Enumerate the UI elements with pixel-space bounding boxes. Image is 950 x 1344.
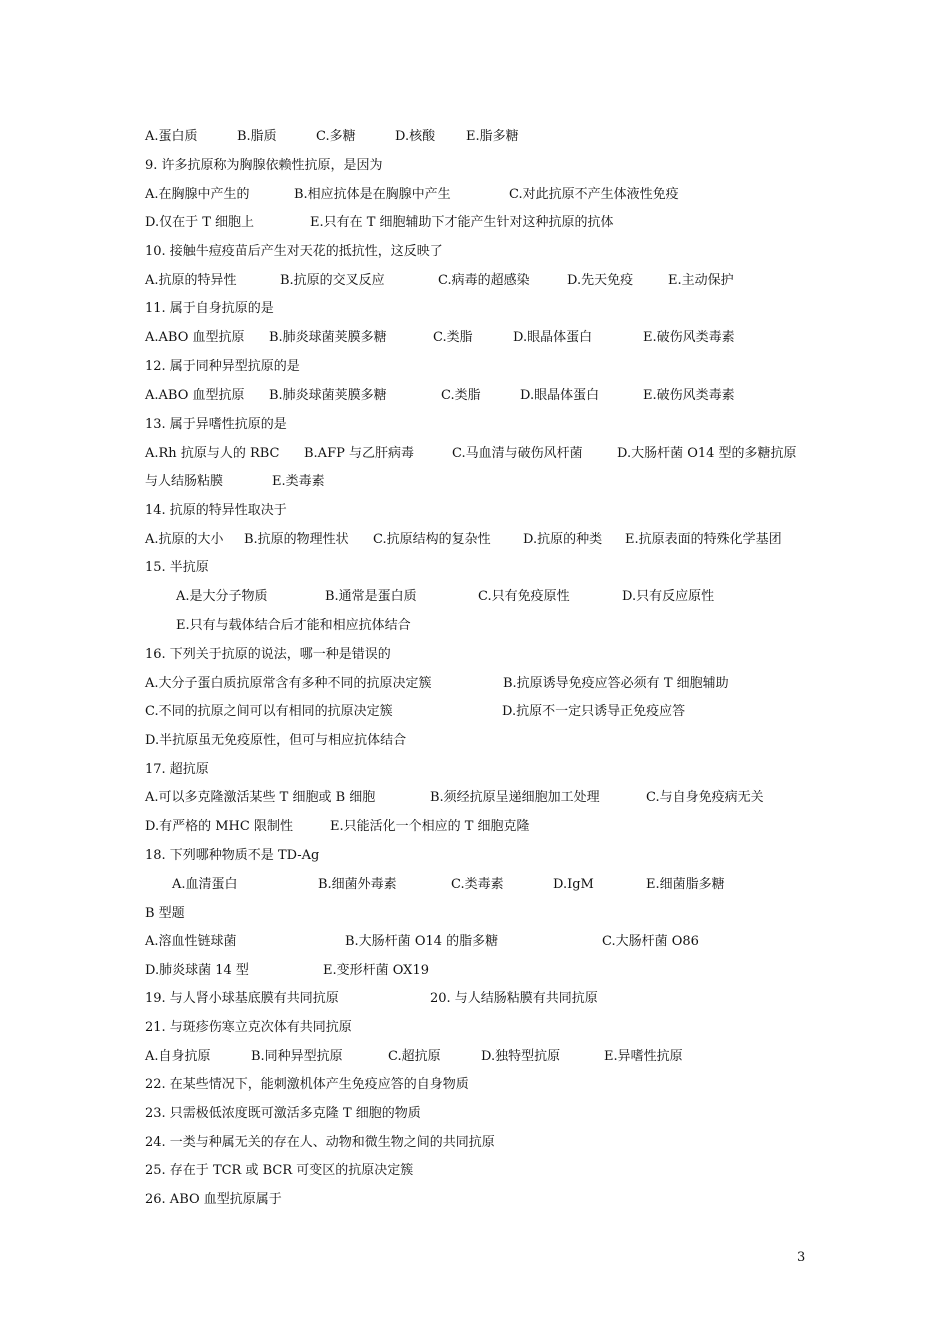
answer-option: C.类脂: [441, 388, 481, 403]
answer-option: E.细菌脂多糖: [646, 877, 725, 892]
answer-option: D.抗原的种类: [523, 532, 603, 547]
question-text: 12. 属于同种异型抗原的是: [145, 359, 300, 374]
answer-option: A.自身抗原: [145, 1049, 211, 1064]
answer-option: C.类毒素: [451, 877, 504, 892]
answer-option: B.脂质: [237, 129, 277, 144]
answer-option: D.半抗原虽无免疫原性，但可与相应抗体结合: [145, 733, 407, 748]
answer-option: D.先天免疫: [567, 273, 634, 288]
answer-option: E.脂多糖: [466, 129, 519, 144]
answer-option: A.血清蛋白: [172, 877, 238, 892]
answer-option: D.仅在于 T 细胞上: [145, 215, 255, 230]
answer-option: D.眼晶体蛋白: [513, 330, 593, 345]
answer-option: C.多糖: [316, 129, 356, 144]
answer-option: A.抗原的大小: [145, 532, 224, 547]
question-text: 15. 半抗原: [145, 560, 209, 575]
answer-option: A.在胸腺中产生的: [145, 187, 250, 202]
answer-option: E.只有与载体结合后才能和相应抗体结合: [176, 618, 411, 633]
answer-option: D.核酸: [395, 129, 436, 144]
answer-option: 19. 与人肾小球基底膜有共同抗原: [145, 991, 339, 1006]
answer-option: B.通常是蛋白质: [325, 589, 417, 604]
answer-option: C.对此抗原不产生体液性免疫: [509, 187, 679, 202]
answer-option: A.抗原的特异性: [145, 273, 237, 288]
question-text: 21. 与斑疹伤寒立克次体有共同抗原: [145, 1020, 352, 1035]
question-text: 16. 下列关于抗原的说法，哪一种是错误的: [145, 647, 391, 662]
answer-option: 20. 与人结肠粘膜有共同抗原: [430, 991, 598, 1006]
answer-option: 与人结肠粘膜: [145, 474, 224, 489]
answer-option: C.只有免疫原性: [478, 589, 570, 604]
answer-option: B.须经抗原呈递细胞加工处理: [430, 790, 600, 805]
answer-option: A.可以多克隆激活某些 T 细胞或 B 细胞: [145, 790, 376, 805]
answer-option: B.同种异型抗原: [251, 1049, 343, 1064]
question-text: 22. 在某些情况下，能刺激机体产生免疫应答的自身物质: [145, 1077, 469, 1092]
answer-option: E.只能活化一个相应的 T 细胞克隆: [330, 819, 530, 834]
answer-option: A.溶血性链球菌: [145, 934, 237, 949]
question-text: 9. 许多抗原称为胸腺依赖性抗原，是因为: [145, 158, 383, 173]
answer-option: B.AFP 与乙肝病毒: [304, 446, 414, 461]
answer-option: C.抗原结构的复杂性: [373, 532, 491, 547]
answer-option: A.Rh 抗原与人的 RBC: [145, 446, 280, 461]
question-text: 18. 下列哪种物质不是 TD-Ag: [145, 848, 320, 863]
answer-option: A.大分子蛋白质抗原常含有多种不同的抗原决定簇: [145, 676, 432, 691]
answer-option: C.不同的抗原之间可以有相同的抗原决定簇: [145, 704, 393, 719]
answer-option: E.破伤风类毒素: [643, 388, 735, 403]
answer-option: C.与自身免疫病无关: [646, 790, 764, 805]
answer-option: D.独特型抗原: [481, 1049, 561, 1064]
answer-option: A.蛋白质: [145, 129, 198, 144]
answer-option: B.抗原的物理性状: [244, 532, 349, 547]
answer-option: B.肺炎球菌荚膜多糖: [269, 330, 387, 345]
question-text: 23. 只需极低浓度既可激活多克隆 T 细胞的物质: [145, 1106, 421, 1121]
answer-option: E.只有在 T 细胞辅助下才能产生针对这种抗原的抗体: [310, 215, 614, 230]
answer-option: E.破伤风类毒素: [643, 330, 735, 345]
answer-option: A.ABO 血型抗原: [145, 388, 245, 403]
answer-option: E.抗原表面的特殊化学基团: [625, 532, 782, 547]
answer-option: D.肺炎球菌 14 型: [145, 963, 249, 978]
answer-option: B.抗原诱导免疫应答必须有 T 细胞辅助: [503, 676, 729, 691]
answer-option: C.病毒的超感染: [438, 273, 530, 288]
answer-option: C.马血清与破伤风杆菌: [452, 446, 583, 461]
question-text: 11. 属于自身抗原的是: [145, 301, 274, 316]
question-text: 14. 抗原的特异性取决于: [145, 503, 287, 518]
question-text: 26. ABO 血型抗原属于: [145, 1192, 282, 1207]
answer-option: B.肺炎球菌荚膜多糖: [269, 388, 387, 403]
answer-option: D.只有反应原性: [622, 589, 715, 604]
answer-option: B.细菌外毒素: [318, 877, 397, 892]
answer-option: A.是大分子物质: [176, 589, 268, 604]
answer-option: E.异嗜性抗原: [604, 1049, 683, 1064]
question-text: 13. 属于异嗜性抗原的是: [145, 417, 287, 432]
answer-option: E.类毒素: [272, 474, 325, 489]
answer-option: D.眼晶体蛋白: [520, 388, 600, 403]
answer-option: E.变形杆菌 OX19: [323, 963, 429, 978]
answer-option: E.主动保护: [668, 273, 734, 288]
answer-option: B.抗原的交叉反应: [280, 273, 385, 288]
question-text: 24. 一类与种属无关的存在人、动物和微生物之间的共同抗原: [145, 1135, 495, 1150]
answer-option: B.大肠杆菌 O14 的脂多糖: [345, 934, 499, 949]
answer-option: C.超抗原: [388, 1049, 441, 1064]
answer-option: B.相应抗体是在胸腺中产生: [294, 187, 451, 202]
question-text: 17. 超抗原: [145, 762, 209, 777]
question-text: B 型题: [145, 906, 185, 921]
answer-option: D.IgM: [553, 877, 594, 892]
answer-option: D.抗原不一定只诱导正免疫应答: [502, 704, 686, 719]
answer-option: C.大肠杆菌 O86: [602, 934, 699, 949]
question-text: 25. 存在于 TCR 或 BCR 可变区的抗原决定簇: [145, 1163, 414, 1178]
answer-option: D.有严格的 MHC 限制性: [145, 819, 293, 834]
question-text: 10. 接触牛痘疫苗后产生对天花的抵抗性，这反映了: [145, 244, 443, 259]
answer-option: A.ABO 血型抗原: [145, 330, 245, 345]
answer-option: C.类脂: [433, 330, 473, 345]
answer-option: D.大肠杆菌 O14 型的多糖抗原: [617, 446, 797, 461]
page-number: 3: [797, 1250, 806, 1265]
